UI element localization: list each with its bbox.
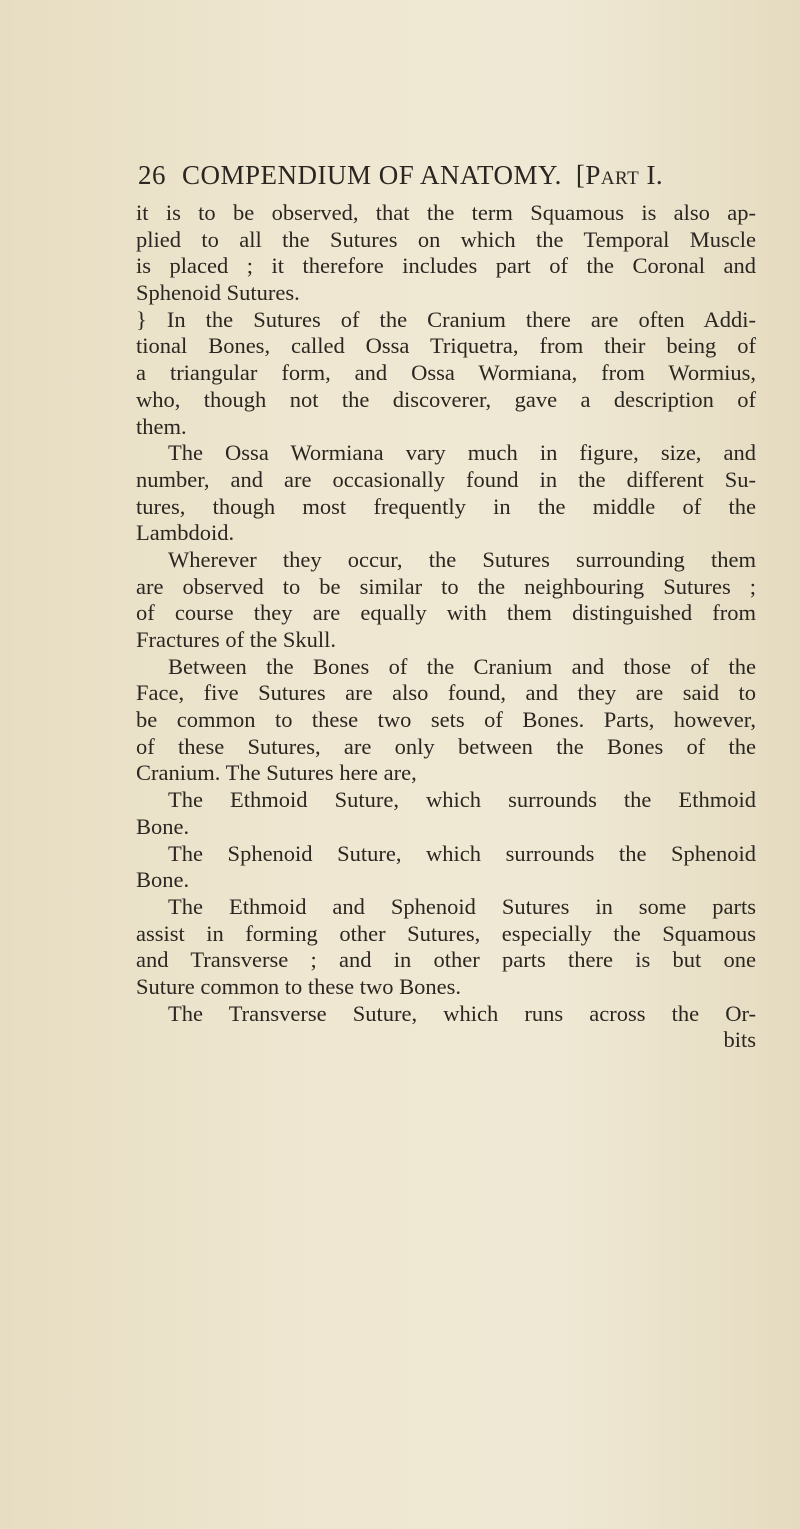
text-line: Sphenoid Sutures.: [136, 280, 300, 306]
running-title: COMPENDIUM OF ANATOMY.: [182, 160, 562, 190]
text-line: be common to these two sets of Bones. Parts, however,: [136, 707, 756, 733]
text-line: Fractures of the Skull.: [136, 627, 336, 652]
text-line: assist in forming other Sutures, especially the Squamous: [136, 920, 756, 946]
text-line: Bone.: [136, 813, 190, 839]
text-line: Lambdoid.: [136, 520, 235, 546]
text-line: plied to all the Sutures on which the Temporal Muscle: [136, 226, 756, 252]
text-line: tures, though most frequently in the middle of the: [136, 493, 756, 519]
text-line: The Ossa Wormiana vary much in figure, size, and: [168, 440, 756, 466]
text-line: Bone.: [136, 867, 190, 893]
text-line: The Ethmoid and Sphenoid Sutures in some parts: [168, 893, 756, 919]
text-line: and Transverse ; and in other parts there is but one: [136, 947, 756, 973]
text-line: are observed to be similar to the neighbouring Sutures ;: [136, 573, 756, 599]
text-line: Between the Bones of the Cranium and those of the: [168, 653, 756, 679]
text-line: of course they are equally with them distinguished from: [136, 600, 756, 626]
body-text: [136, 200, 756, 1054]
page-number: 26: [138, 160, 166, 190]
text-line: is placed ; it therefore includes part of the Coronal and: [136, 253, 756, 279]
text-line: who, though not the discoverer, gave a description of: [136, 386, 756, 412]
text-line: them.: [136, 413, 187, 439]
text-line: The Sphenoid Suture, which surrounds the Sphenoid: [168, 840, 756, 866]
text-line: tional Bones, called Ossa Triquetra, from their being of: [136, 333, 756, 359]
text-line: The Transverse Suture, which runs across the Or-: [168, 1000, 756, 1026]
text-line: Wherever they occur, the Sutures surrounding them: [168, 546, 756, 572]
running-header: [138, 160, 758, 191]
text-line: The Ethmoid Suture, which surrounds the Ethmoid: [168, 787, 756, 813]
text-line: } In the Sutures of the Cranium there are often Addi-: [136, 306, 756, 332]
catchword: bits: [723, 1027, 756, 1053]
text-line: of these Sutures, are only between the Bones of the: [136, 733, 756, 759]
text-line: Cranium. The Sutures here are,: [136, 760, 417, 786]
part-marker: [Part I.: [575, 160, 664, 190]
text-line: a triangular form, and Ossa Wormiana, from Wormius,: [136, 360, 756, 386]
text-line: Face, five Sutures are also found, and they are said to: [136, 680, 756, 706]
text-line: Suture common to these two Bones.: [136, 973, 461, 999]
text-line: number, and are occasionally found in the different Su-: [136, 466, 756, 492]
text-line: it is to be observed, that the term Squamous is also ap-: [136, 200, 756, 225]
